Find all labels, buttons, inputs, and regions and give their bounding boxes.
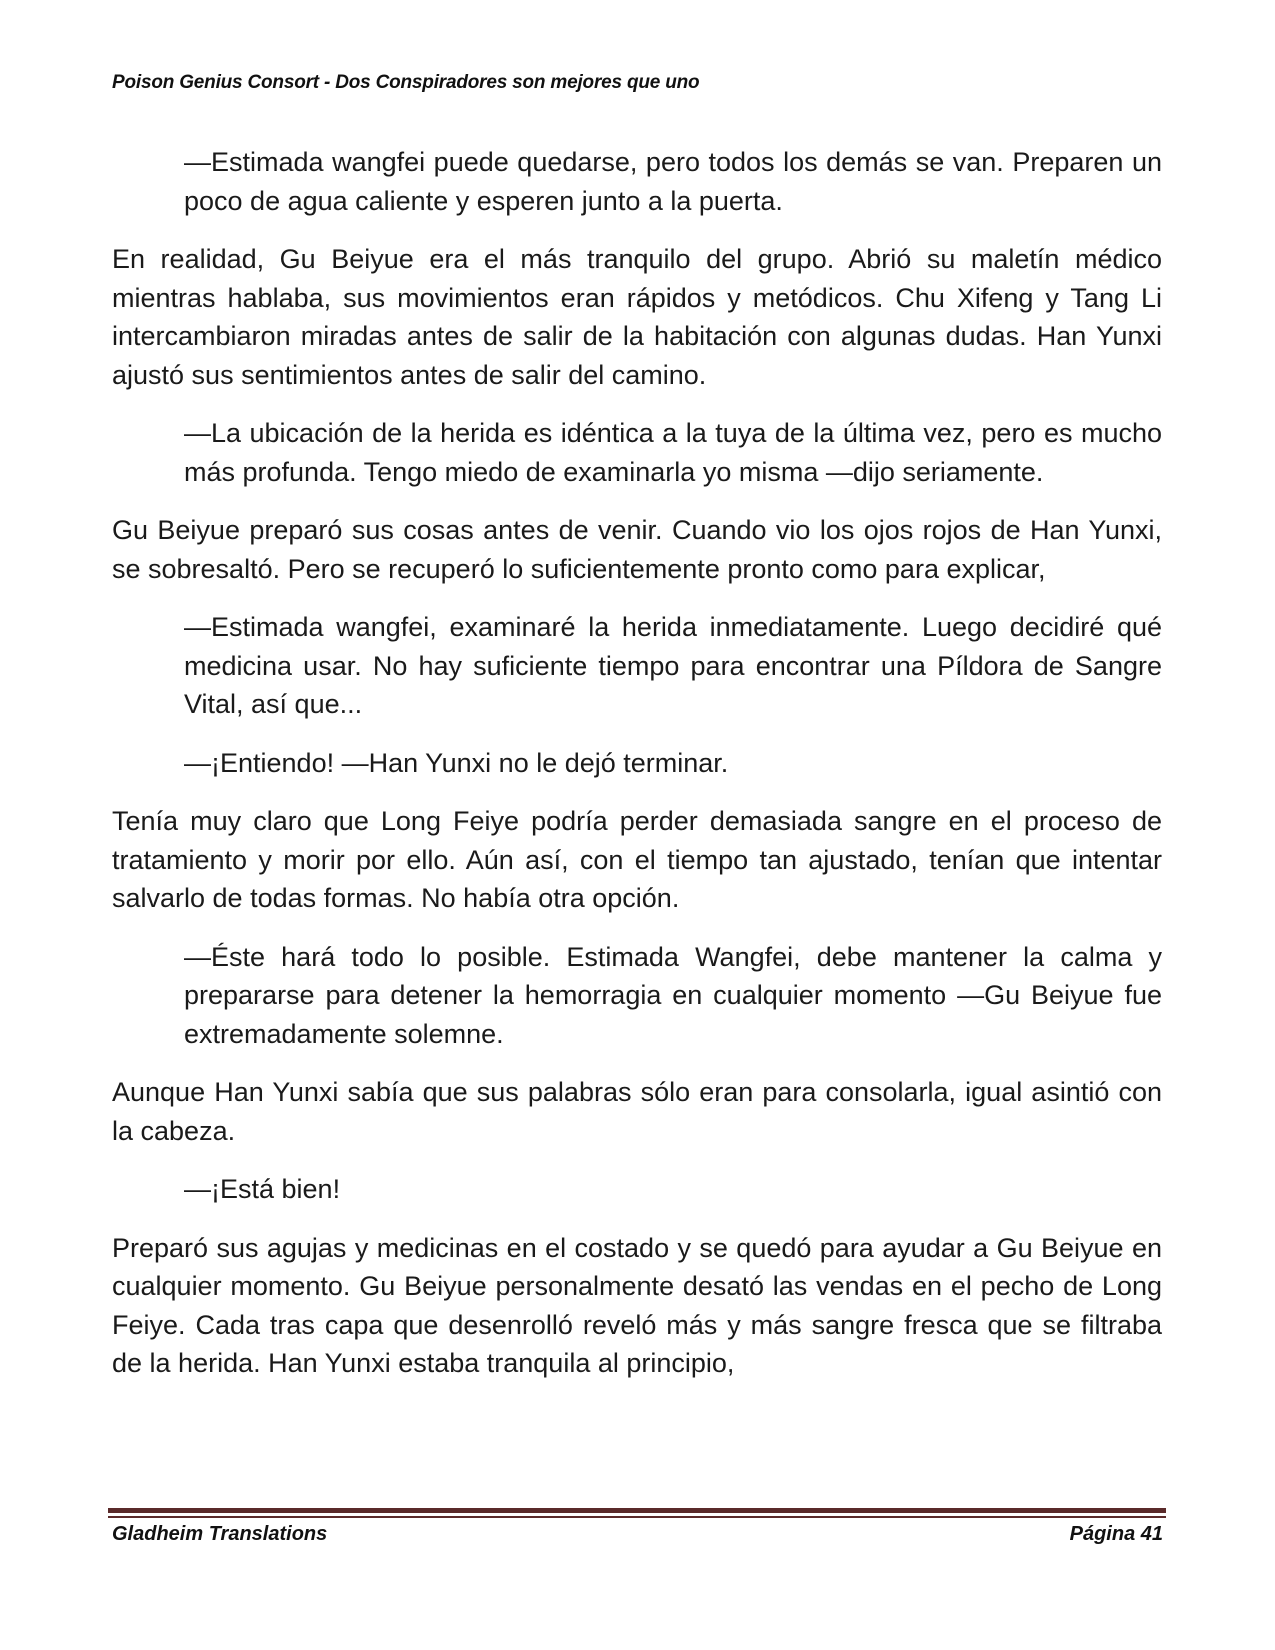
paragraph: Preparó sus agujas y medicinas en el costado y se quedó para ayudar a Gu Beiyue en cualquier momento. Gu Beiyue personalmente desató las vendas en el pecho de Long Feiye. Cada tras capa que desenrolló reveló más y más sangre fresca que se filtraba de la herida. Han Yunxi estaba tranquila al principio, [112, 1232, 1162, 1378]
page-header-title: Poison Genius Consort - Dos Conspiradores son mejores que uno [112, 72, 700, 93]
paragraph-dialogue: —Éste hará todo lo posible. Estimada Wangfei, debe mantener la calma y prepararse para detener la hemorragia en cualquier momento —Gu Beiyue fue extremadamente solemne. [184, 941, 1162, 1049]
paragraph: Gu Beiyue preparó sus cosas antes de venir. Cuando vio los ojos rojos de Han Yunxi, se sobresaltó. Pero se recuperó lo suficientemente pronto como para explicar, [112, 515, 1162, 584]
footer-page-number: Página 41 [1069, 1523, 1163, 1545]
paragraph-dialogue: —¡Está bien! [184, 1174, 341, 1204]
paragraph-dialogue: —¡Entiendo! —Han Yunxi no le dejó terminar. [184, 747, 729, 778]
paragraph-dialogue: —Estimada wangfei puede quedarse, pero todos los demás se van. Preparen un poco de agua caliente y esperen junto a la puerta. [184, 147, 1162, 216]
footer-publisher: Gladheim Translations [112, 1523, 328, 1545]
paragraph: En realidad, Gu Beiyue era el más tranquilo del grupo. Abrió su maletín médico mientras hablaba, sus movimientos eran rápidos y metódicos. Chu Xifeng y Tang Li intercambiaron miradas antes de salir de la habitación con algunas dudas. Han Yunxi ajustó sus sentimientos antes de salir del camino. [112, 244, 1162, 390]
document-body [112, 143, 1162, 1403]
footer-divider-thick [108, 1508, 1166, 1513]
paragraph: Aunque Han Yunxi sabía que sus palabras sólo eran para consolarla, igual asintió con la cabeza. [112, 1077, 1162, 1146]
paragraph-dialogue: —Estimada wangfei, examinaré la herida inmediatamente. Luego decidiré qué medicina usar. No hay suficiente tiempo para encontrar una Píldora de Sangre Vital, así que... [184, 612, 1162, 719]
footer-divider-thin [108, 1516, 1166, 1518]
paragraph: Tenía muy claro que Long Feiye podría perder demasiada sangre en el proceso de tratamiento y morir por ello. Aún así, con el tiempo tan ajustado, tenían que intentar salvarlo de todas formas. No había otra opción. [112, 806, 1162, 913]
paragraph-dialogue: —La ubicación de la herida es idéntica a la tuya de la última vez, pero es mucho más profunda. Tengo miedo de examinarla yo misma —dijo seriamente. [184, 418, 1162, 487]
footer-divider [108, 1508, 1166, 1522]
